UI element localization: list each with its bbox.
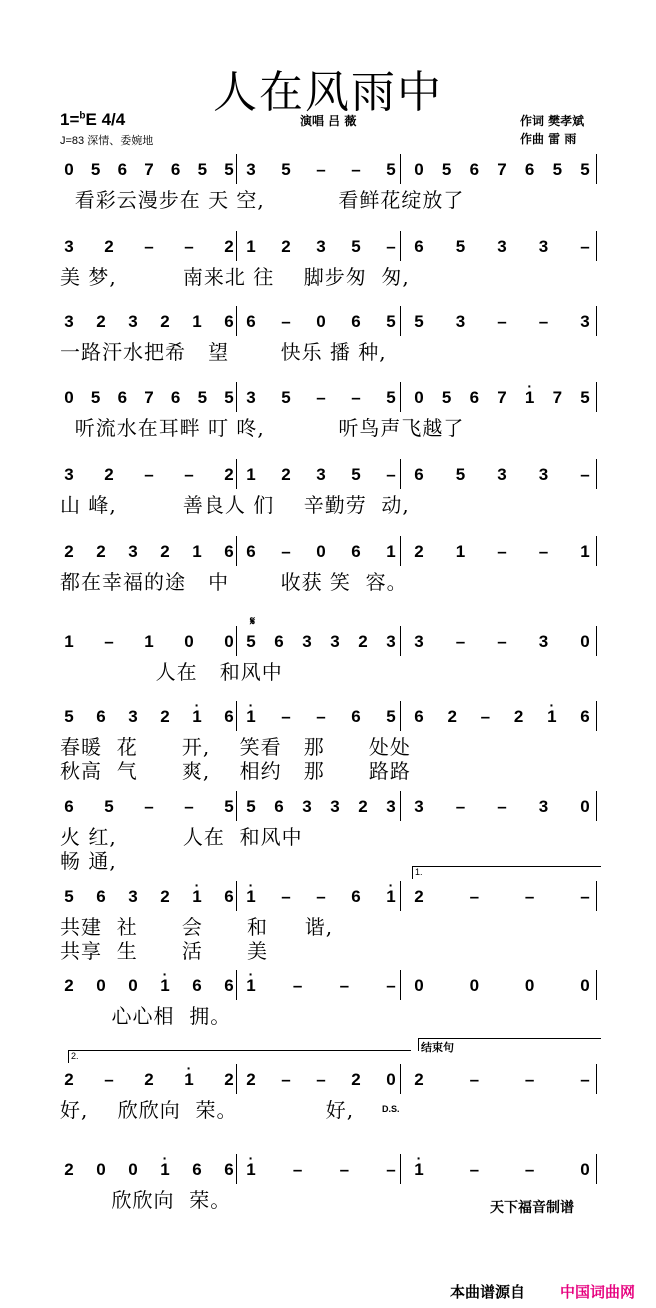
note: 6 bbox=[170, 160, 181, 179]
note: 5 bbox=[351, 465, 361, 484]
note: 3 bbox=[64, 312, 74, 331]
note: 2 bbox=[104, 237, 114, 256]
note: 0 bbox=[224, 632, 234, 651]
note: 3 bbox=[302, 797, 312, 816]
note: 2 bbox=[160, 707, 170, 726]
source-site-link[interactable]: 中国词曲网 bbox=[560, 1283, 636, 1301]
note: – bbox=[524, 887, 535, 906]
note: 0 bbox=[580, 632, 590, 651]
note: 6 bbox=[246, 542, 256, 561]
note: 2 bbox=[160, 312, 170, 331]
note: 5 bbox=[351, 237, 361, 256]
note: 0 bbox=[414, 976, 424, 995]
note: 2 bbox=[513, 707, 524, 726]
barline bbox=[236, 701, 237, 731]
note: 6 bbox=[524, 160, 535, 179]
note: · 1 bbox=[412, 1160, 426, 1180]
note: – bbox=[469, 1160, 480, 1179]
barline bbox=[596, 1154, 597, 1184]
barline bbox=[236, 1154, 237, 1184]
note: 3 bbox=[538, 632, 549, 651]
barline bbox=[236, 154, 237, 184]
note: 2 bbox=[358, 632, 368, 651]
note: – bbox=[144, 465, 154, 484]
barline bbox=[236, 1064, 237, 1094]
note: 2 bbox=[96, 312, 106, 331]
note: – bbox=[538, 542, 549, 561]
note: 2 bbox=[160, 542, 170, 561]
note: – bbox=[386, 465, 396, 484]
note: · 1 bbox=[244, 976, 258, 996]
note: 6 bbox=[580, 707, 590, 726]
note: 6 bbox=[414, 237, 424, 256]
barline bbox=[236, 536, 237, 566]
note: – bbox=[292, 1160, 303, 1179]
key-signature bbox=[60, 110, 125, 130]
note: 5 bbox=[64, 887, 74, 906]
note: 5 bbox=[455, 237, 466, 256]
lyric-line: 都在幸福的途 中 收获 笑 容。 bbox=[60, 570, 408, 594]
lyric-line: 一路汗水把希 望 快乐 播 种, bbox=[60, 340, 387, 364]
note: 7 bbox=[552, 388, 563, 407]
note: 6 bbox=[117, 388, 128, 407]
key-note: E bbox=[85, 110, 97, 129]
note: 0 bbox=[96, 1160, 106, 1179]
barline bbox=[596, 701, 597, 731]
note: · 1 bbox=[384, 887, 398, 907]
lyric-line: 听流水在耳畔 叮 咚, 听鸟声飞越了 bbox=[60, 416, 465, 440]
note: 3 bbox=[386, 797, 396, 816]
note: 3 bbox=[128, 542, 138, 561]
note: – bbox=[292, 976, 303, 995]
note: 2 bbox=[224, 1070, 234, 1089]
note: 0 bbox=[128, 976, 138, 995]
source-label: 本曲谱源自 bbox=[450, 1283, 526, 1301]
note: 5 bbox=[64, 707, 74, 726]
note: 3 bbox=[128, 707, 138, 726]
barline bbox=[400, 970, 401, 1000]
note: 2 bbox=[281, 465, 291, 484]
note: 0 bbox=[524, 976, 535, 995]
note: 3 bbox=[302, 632, 312, 651]
note: – bbox=[386, 1160, 396, 1179]
note: 5 bbox=[90, 160, 101, 179]
note: 3 bbox=[316, 465, 326, 484]
note: 3 bbox=[538, 797, 549, 816]
note: – bbox=[281, 887, 291, 906]
note: – bbox=[455, 632, 466, 651]
note: 1 bbox=[192, 312, 202, 331]
flat-sign: b bbox=[79, 110, 86, 122]
note: 3 bbox=[580, 312, 590, 331]
ds-mark: D.S. bbox=[382, 1104, 400, 1114]
note: 6 bbox=[274, 797, 284, 816]
note: 5 bbox=[552, 160, 563, 179]
note: – bbox=[316, 160, 326, 179]
note: 6 bbox=[117, 160, 128, 179]
note: 3 bbox=[128, 887, 138, 906]
lyric-line: 火 红, 人在 和风中 bbox=[60, 825, 303, 849]
note: · 1 bbox=[182, 1070, 196, 1090]
note: · 1 bbox=[158, 1160, 172, 1180]
note: 0 bbox=[386, 1070, 396, 1089]
note: 5 bbox=[281, 160, 291, 179]
lyric-line: 山 峰, 善良人 们 辛勤劳 动, bbox=[60, 493, 410, 517]
note: 6 bbox=[224, 976, 234, 995]
note: 6 bbox=[469, 388, 480, 407]
note: 1 bbox=[455, 542, 466, 561]
barline bbox=[236, 231, 237, 261]
lyric-line: 人在 和风中 bbox=[60, 660, 283, 684]
note: – bbox=[184, 465, 194, 484]
barline bbox=[596, 881, 597, 911]
note: – bbox=[580, 1070, 590, 1089]
barline bbox=[596, 791, 597, 821]
note: 1 bbox=[192, 542, 202, 561]
barline bbox=[400, 701, 401, 731]
lyric-line: 欣欣向 荣。 bbox=[60, 1188, 232, 1212]
note: 3 bbox=[64, 237, 74, 256]
note: 0 bbox=[580, 976, 590, 995]
note: 3 bbox=[538, 465, 549, 484]
note: 2 bbox=[64, 1160, 74, 1179]
volta-2: 2. bbox=[68, 1050, 411, 1063]
note: – bbox=[351, 160, 361, 179]
note: 5 bbox=[455, 465, 466, 484]
note: – bbox=[316, 707, 326, 726]
note: – bbox=[144, 237, 154, 256]
note: 3 bbox=[497, 237, 507, 256]
barline bbox=[596, 626, 597, 656]
note: 2 bbox=[64, 976, 74, 995]
note: 6 bbox=[414, 707, 424, 726]
barline bbox=[236, 791, 237, 821]
note: – bbox=[281, 707, 291, 726]
composer-credit: 作曲 雷 雨 bbox=[520, 132, 577, 146]
note: · 1 bbox=[244, 887, 258, 907]
note: 3 bbox=[386, 632, 396, 651]
note: 2 bbox=[414, 542, 424, 561]
note: 1 bbox=[386, 542, 396, 561]
tempo-marking: J=83 深情、委婉地 bbox=[60, 135, 154, 147]
note: 6 bbox=[351, 707, 361, 726]
note: 2 bbox=[64, 1070, 74, 1089]
note: – bbox=[281, 542, 291, 561]
note: · 1 bbox=[523, 388, 537, 408]
note: 5 bbox=[414, 312, 424, 331]
note: · 1 bbox=[244, 707, 258, 727]
note: 2 bbox=[447, 707, 457, 726]
note: 6 bbox=[351, 542, 361, 561]
note: 2 bbox=[414, 1070, 424, 1089]
note: – bbox=[497, 542, 507, 561]
note: · 1 bbox=[244, 1160, 258, 1180]
note: 1 bbox=[64, 632, 74, 651]
note: 0 bbox=[316, 542, 326, 561]
lyric-line: 共建 社 会 和 谐, bbox=[60, 915, 334, 939]
note: – bbox=[281, 312, 291, 331]
note: – bbox=[316, 887, 326, 906]
arranger-credit: 天下福音制谱 bbox=[490, 1200, 574, 1216]
note: 6 bbox=[224, 887, 234, 906]
lyric-line: 畅 通, bbox=[60, 849, 117, 873]
note: 0 bbox=[580, 1160, 590, 1179]
note: 6 bbox=[224, 312, 234, 331]
note: 3 bbox=[330, 632, 340, 651]
note: 0 bbox=[414, 160, 424, 179]
note: 5 bbox=[441, 388, 452, 407]
barline bbox=[400, 459, 401, 489]
note: 6 bbox=[414, 465, 424, 484]
note: 1 bbox=[144, 632, 154, 651]
note: 2 bbox=[224, 237, 234, 256]
note: · 1 bbox=[190, 707, 204, 727]
note: 6 bbox=[274, 632, 284, 651]
note: 6 bbox=[224, 707, 234, 726]
note: 3 bbox=[330, 797, 340, 816]
note: 6 bbox=[170, 388, 181, 407]
note: 6 bbox=[192, 976, 202, 995]
note: – bbox=[184, 797, 194, 816]
note: 7 bbox=[144, 388, 154, 407]
note: 3 bbox=[246, 388, 256, 407]
note: – bbox=[281, 1070, 291, 1089]
note: 2 bbox=[64, 542, 74, 561]
note: 0 bbox=[316, 312, 326, 331]
barline bbox=[400, 536, 401, 566]
note: – bbox=[538, 312, 549, 331]
note: – bbox=[497, 797, 507, 816]
barline bbox=[400, 1154, 401, 1184]
note: 7 bbox=[144, 160, 154, 179]
note: 5 bbox=[386, 388, 396, 407]
note: – bbox=[580, 887, 590, 906]
note: – bbox=[339, 1160, 350, 1179]
note: 5 bbox=[197, 160, 208, 179]
note: – bbox=[144, 797, 154, 816]
note: – bbox=[497, 632, 507, 651]
barline bbox=[400, 626, 401, 656]
note: 1 bbox=[246, 465, 256, 484]
barline bbox=[400, 231, 401, 261]
note: 7 bbox=[497, 160, 507, 179]
note: 5 bbox=[224, 160, 234, 179]
lyric-line: 秋高 气 爽, 相约 那 路路 bbox=[60, 759, 411, 783]
note: – bbox=[524, 1160, 535, 1179]
lyric-line: 好, 欣欣向 荣。 好, bbox=[60, 1098, 355, 1122]
note: 5 bbox=[246, 797, 256, 816]
segno-icon: 𝄋 bbox=[250, 614, 256, 628]
note: 5 bbox=[580, 388, 590, 407]
note: 5 bbox=[104, 797, 114, 816]
note: – bbox=[497, 312, 507, 331]
note: 0 bbox=[64, 160, 74, 179]
note: 0 bbox=[184, 632, 194, 651]
note: 6 bbox=[64, 797, 74, 816]
note: 2 bbox=[144, 1070, 154, 1089]
lyric-line: 看彩云漫步在 天 空, 看鲜花绽放了 bbox=[60, 188, 465, 212]
note: 1 bbox=[580, 542, 590, 561]
note: 6 bbox=[96, 707, 106, 726]
note: 0 bbox=[469, 976, 480, 995]
note: – bbox=[524, 1070, 535, 1089]
barline bbox=[400, 1064, 401, 1094]
note: – bbox=[469, 1070, 480, 1089]
note: 7 bbox=[497, 388, 507, 407]
barline bbox=[236, 626, 237, 656]
note: 6 bbox=[246, 312, 256, 331]
note: 3 bbox=[246, 160, 256, 179]
note: – bbox=[104, 1070, 114, 1089]
barline bbox=[400, 306, 401, 336]
barline bbox=[400, 154, 401, 184]
barline bbox=[236, 881, 237, 911]
note: 5 bbox=[246, 632, 256, 651]
note: 3 bbox=[128, 312, 138, 331]
note: 5 bbox=[224, 388, 234, 407]
note: – bbox=[469, 887, 480, 906]
note: 5 bbox=[224, 797, 234, 816]
note: 2 bbox=[414, 887, 424, 906]
barline bbox=[236, 459, 237, 489]
note: · 1 bbox=[190, 887, 204, 907]
note: 6 bbox=[351, 887, 361, 906]
barline bbox=[400, 881, 401, 911]
note: 6 bbox=[224, 542, 234, 561]
note: 5 bbox=[386, 707, 396, 726]
note: 6 bbox=[469, 160, 480, 179]
note: 5 bbox=[90, 388, 101, 407]
note: – bbox=[339, 976, 350, 995]
lyric-line: 美 梦, 南来北 往 脚步匆 匆, bbox=[60, 265, 410, 289]
note: 0 bbox=[414, 388, 424, 407]
barline bbox=[596, 1064, 597, 1094]
barline bbox=[236, 382, 237, 412]
note: 5 bbox=[386, 312, 396, 331]
note: 2 bbox=[96, 542, 106, 561]
note: · 1 bbox=[158, 976, 172, 996]
note: 3 bbox=[497, 465, 507, 484]
note: 0 bbox=[64, 388, 74, 407]
singer-credit: 演唱 吕 薇 bbox=[300, 114, 357, 128]
note: 5 bbox=[197, 388, 208, 407]
note: 6 bbox=[192, 1160, 202, 1179]
note: 0 bbox=[580, 797, 590, 816]
note: 3 bbox=[64, 465, 74, 484]
note: – bbox=[104, 632, 114, 651]
note: 2 bbox=[224, 465, 234, 484]
note: 0 bbox=[128, 1160, 138, 1179]
note: 2 bbox=[104, 465, 114, 484]
note: 2 bbox=[358, 797, 368, 816]
note: – bbox=[184, 237, 194, 256]
barline bbox=[596, 459, 597, 489]
note: 2 bbox=[281, 237, 291, 256]
note: 3 bbox=[455, 312, 466, 331]
lyricist-credit: 作词 樊孝斌 bbox=[520, 114, 585, 128]
note: – bbox=[386, 237, 396, 256]
note: – bbox=[455, 797, 466, 816]
barline bbox=[236, 306, 237, 336]
barline bbox=[400, 791, 401, 821]
note: 5 bbox=[441, 160, 452, 179]
note: 3 bbox=[316, 237, 326, 256]
barline bbox=[596, 306, 597, 336]
note: – bbox=[351, 388, 361, 407]
note: 0 bbox=[96, 976, 106, 995]
time-signature: 4/4 bbox=[101, 110, 126, 129]
note: 2 bbox=[246, 1070, 256, 1089]
note: 3 bbox=[414, 797, 424, 816]
note: – bbox=[580, 465, 590, 484]
volta-1: 1. bbox=[412, 866, 601, 879]
note: 3 bbox=[538, 237, 549, 256]
note: 5 bbox=[281, 388, 291, 407]
ending-section-label: 结束句 bbox=[418, 1038, 601, 1051]
note: – bbox=[580, 237, 590, 256]
barline bbox=[596, 970, 597, 1000]
note: 2 bbox=[160, 887, 170, 906]
key-prefix: 1= bbox=[60, 110, 80, 129]
barline bbox=[596, 154, 597, 184]
lyric-line: 共享 生 活 美 bbox=[60, 939, 269, 963]
lyric-line: 春暖 花 开, 笑看 那 处处 bbox=[60, 735, 411, 759]
song-title: 人在风雨中 bbox=[213, 67, 443, 118]
note: 3 bbox=[414, 632, 424, 651]
note: 2 bbox=[351, 1070, 361, 1089]
barline bbox=[400, 382, 401, 412]
barline bbox=[596, 231, 597, 261]
lyric-line: 心心相 拥。 bbox=[60, 1004, 232, 1028]
note: 5 bbox=[580, 160, 590, 179]
note: 6 bbox=[351, 312, 361, 331]
note: 6 bbox=[96, 887, 106, 906]
note: – bbox=[316, 1070, 326, 1089]
barline bbox=[236, 970, 237, 1000]
note: 1 bbox=[246, 237, 256, 256]
note: – bbox=[316, 388, 326, 407]
note: 5 bbox=[386, 160, 396, 179]
note: – bbox=[386, 976, 396, 995]
barline bbox=[596, 536, 597, 566]
note: · 1 bbox=[545, 707, 559, 727]
barline bbox=[596, 382, 597, 412]
note: 6 bbox=[224, 1160, 234, 1179]
note: – bbox=[480, 707, 491, 726]
